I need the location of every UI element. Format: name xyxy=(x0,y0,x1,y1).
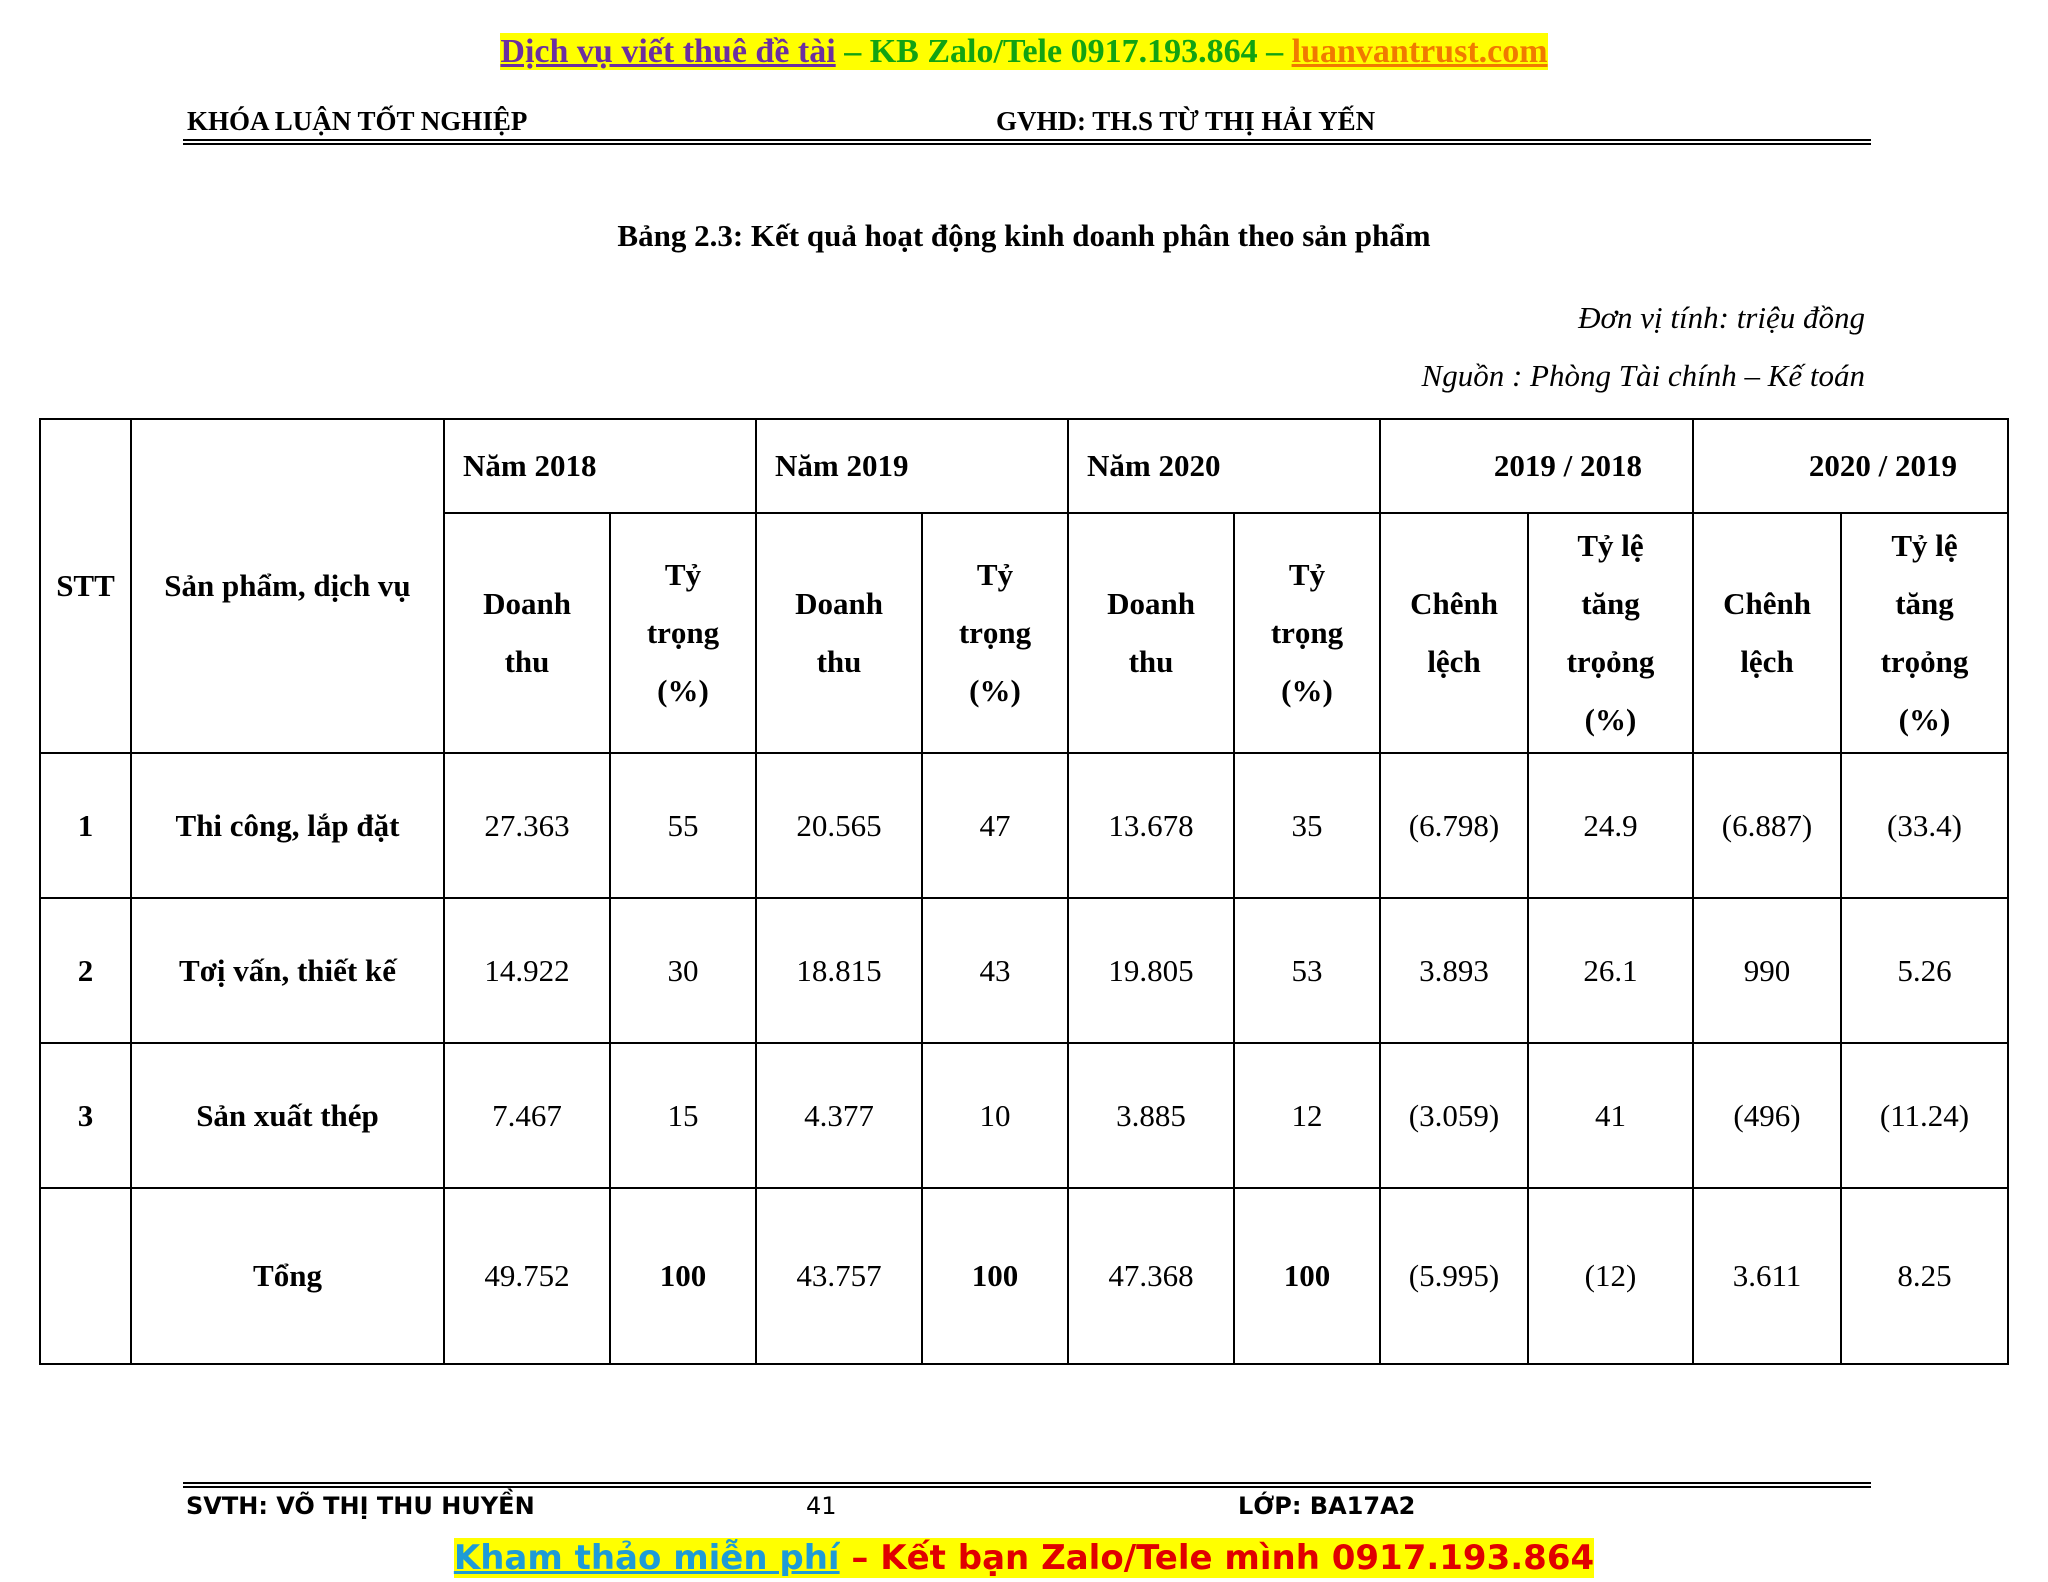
header-advisor-label: GVHD: TH.S TỪ THỊ HẢI YẾN xyxy=(996,106,1376,136)
revenue-header: Doanh thu xyxy=(444,513,610,753)
cell-revenue-2020: 19.805 xyxy=(1068,898,1234,1043)
table-header-row xyxy=(40,419,2008,513)
group-header-2020: Năm 2020 xyxy=(1068,419,1380,513)
cell-diff-2020-2019: (496) xyxy=(1693,1043,1841,1188)
growth-rate-header: Tỷ lệ tăng trọỏng (%) xyxy=(1528,513,1693,753)
cell-revenue-2020: 47.368 xyxy=(1068,1188,1234,1364)
banner-website-link[interactable]: luanvantrust.com xyxy=(1291,33,1548,70)
cell-diff-2020-2019: (6.887) xyxy=(1693,753,1841,898)
share-header: Tỷ trọng (%) xyxy=(922,513,1068,753)
cell-revenue-2018: 27.363 xyxy=(444,753,610,898)
table-total-row xyxy=(40,1188,2008,1364)
row-product-name: Tơị vấn, thiết kế xyxy=(131,898,444,1043)
product-header: Sản phẩm, dịch vụ xyxy=(131,419,444,753)
cell-share-2018: 15 xyxy=(610,1043,756,1188)
banner-free-reference-link[interactable]: Kham thảo miễn phí xyxy=(453,1538,840,1578)
cell-share-2020: 100 xyxy=(1234,1188,1380,1364)
cell-share-2019: 10 xyxy=(922,1043,1068,1188)
table-row xyxy=(40,898,2008,1043)
table-row xyxy=(40,753,2008,898)
footer-student-label: SVTH: VÕ THỊ THU HUYỀN xyxy=(186,1492,535,1520)
share-header: Tỷ trọng (%) xyxy=(1234,513,1380,753)
cell-diff-2020-2019: 3.611 xyxy=(1693,1188,1841,1364)
cell-growth-2019-2018: (12) xyxy=(1528,1188,1693,1364)
cell-share-2019: 47 xyxy=(922,753,1068,898)
group-header-2019: Năm 2019 xyxy=(756,419,1068,513)
cell-revenue-2019: 4.377 xyxy=(756,1043,922,1188)
cell-growth-2020-2019: (33.4) xyxy=(1841,753,2008,898)
cell-growth-2020-2019: 8.25 xyxy=(1841,1188,2008,1364)
banner-contact-text: – KB Zalo/Tele 0917.193.864 – xyxy=(835,33,1292,70)
cell-growth-2019-2018: 24.9 xyxy=(1528,753,1693,898)
cell-diff-2019-2018: (5.995) xyxy=(1380,1188,1528,1364)
bottom-banner xyxy=(0,1536,2048,1580)
footer-class-label: LỚP: BA17A2 xyxy=(1238,1492,1416,1520)
footer-divider xyxy=(183,1482,1871,1488)
cell-growth-2019-2018: 41 xyxy=(1528,1043,1693,1188)
group-header-2019-vs-2018: 2019 / 2018 xyxy=(1380,419,1693,513)
page-number: 41 xyxy=(806,1492,837,1520)
row-stt: 3 xyxy=(40,1043,131,1188)
row-stt: 1 xyxy=(40,753,131,898)
banner-contact-text: – Kết bạn Zalo/Tele mình 0917.193.864 xyxy=(839,1538,1595,1578)
cell-revenue-2020: 3.885 xyxy=(1068,1043,1234,1188)
cell-revenue-2020: 13.678 xyxy=(1068,753,1234,898)
unit-note: Đơn vị tính: triệu đồng xyxy=(1578,300,1865,335)
cell-share-2019: 100 xyxy=(922,1188,1068,1364)
header-thesis-label: KHÓA LUẬN TỐT NGHIỆP xyxy=(187,106,528,136)
table-title: Bảng 2.3: Kết quả hoạt động kinh doanh phân theo sản phẩm xyxy=(617,218,1431,253)
cell-revenue-2019: 43.757 xyxy=(756,1188,922,1364)
row-stt xyxy=(40,1188,131,1364)
cell-share-2019: 43 xyxy=(922,898,1068,1043)
top-banner xyxy=(0,30,2048,74)
cell-share-2020: 12 xyxy=(1234,1043,1380,1188)
cell-share-2020: 53 xyxy=(1234,898,1380,1043)
revenue-header: Doanh thu xyxy=(756,513,922,753)
revenue-header: Doanh thu xyxy=(1068,513,1234,753)
difference-header: Chênh lệch xyxy=(1693,513,1841,753)
row-product-name: Sản xuất thép xyxy=(131,1043,444,1188)
cell-revenue-2018: 7.467 xyxy=(444,1043,610,1188)
cell-share-2018: 30 xyxy=(610,898,756,1043)
cell-growth-2020-2019: (11.24) xyxy=(1841,1043,2008,1188)
cell-revenue-2019: 18.815 xyxy=(756,898,922,1043)
group-header-2018: Năm 2018 xyxy=(444,419,756,513)
cell-share-2020: 35 xyxy=(1234,753,1380,898)
difference-header: Chênh lệch xyxy=(1380,513,1528,753)
cell-revenue-2019: 20.565 xyxy=(756,753,922,898)
growth-rate-header: Tỷ lệ tăng trọỏng (%) xyxy=(1841,513,2008,753)
cell-diff-2019-2018: 3.893 xyxy=(1380,898,1528,1043)
header-divider xyxy=(183,139,1871,145)
row-stt: 2 xyxy=(40,898,131,1043)
row-product-name: Thi công, lắp đặt xyxy=(131,753,444,898)
stt-header: STT xyxy=(40,419,131,753)
share-header: Tỷ trọng (%) xyxy=(610,513,756,753)
group-header-2020-vs-2019: 2020 / 2019 xyxy=(1693,419,2008,513)
cell-share-2018: 55 xyxy=(610,753,756,898)
total-label: Tổng xyxy=(131,1188,444,1364)
cell-growth-2020-2019: 5.26 xyxy=(1841,898,2008,1043)
cell-diff-2019-2018: (6.798) xyxy=(1380,753,1528,898)
cell-diff-2019-2018: (3.059) xyxy=(1380,1043,1528,1188)
cell-revenue-2018: 14.922 xyxy=(444,898,610,1043)
cell-growth-2019-2018: 26.1 xyxy=(1528,898,1693,1043)
cell-diff-2020-2019: 990 xyxy=(1693,898,1841,1043)
cell-revenue-2018: 49.752 xyxy=(444,1188,610,1364)
banner-service-link[interactable]: Dịch vụ viết thuê đề tài xyxy=(500,33,836,70)
cell-share-2018: 100 xyxy=(610,1188,756,1364)
table-row xyxy=(40,1043,2008,1188)
revenue-table xyxy=(39,418,2009,1365)
source-note: Nguồn : Phòng Tài chính – Kế toán xyxy=(1421,358,1865,393)
